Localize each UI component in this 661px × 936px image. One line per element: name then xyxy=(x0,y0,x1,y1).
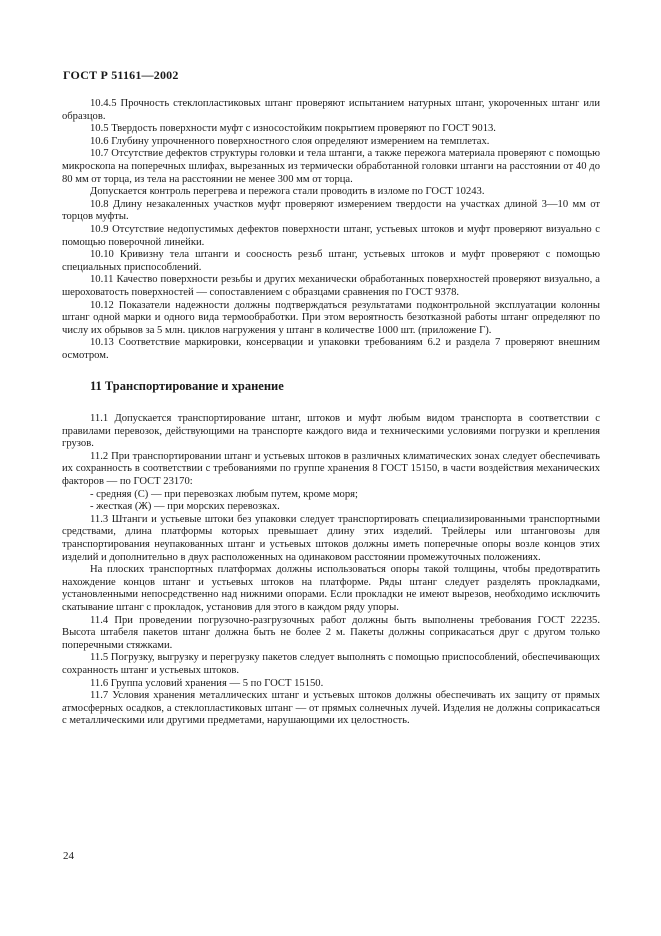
section-heading: 11 Транспортирование и хранение xyxy=(90,379,284,394)
paragraph-10-6: 10.6 Глубину упрочненного поверхностного слоя определяют измерением на темплетах. xyxy=(90,135,490,147)
paragraph-11-4: 11.4 При проведении погрузочно-разгрузочных работ должны быть выполнены требования ГОСТ 22235. Высота штабеля пакетов штанг должна быть не более 2 м. Пакеты должны соприкасаться друг с другом только поперечными стяжками. xyxy=(62,614,600,651)
paragraph-10-7: 10.7 Отсутствие дефектов структуры головки и тела штанги, а также пережога материала проверяют с помощью микроскопа на поперечных шлифах, вырезанных из термически обработанной головки штанги на расстоянии от 40 до 80 мм от торца, из тела на расстоянии не менее 300 мм от торца. xyxy=(62,148,600,185)
paragraph-10-4-5: 10.4.5 Прочность стеклопластиковых штанг проверяют испытанием натурных штанг, укороченных штанг или образцов. xyxy=(62,98,600,122)
paragraph-11-5: 11.5 Погрузку, выгрузку и перегрузку пакетов следует выполнять с помощью приспособлений, обеспечивающих сохранность штанг и устьевых штоков. xyxy=(62,652,600,676)
page-content xyxy=(62,98,600,728)
paragraph-10-11: 10.11 Качество поверхности резьбы и других механически обработанных поверхностей проверяют визуально, а шероховатость поверхностей — сопоставлением с образцами сравнения по ГОСТ 9378. xyxy=(62,274,600,298)
paragraph-11-1: 11.1 Допускается транспортирование штанг, штоков и муфт любым видом транспорта в соответствии с правилами перевозок, действующими на транспорте каждого вида и техническими условиями погрузки и крепления грузов. xyxy=(62,413,600,450)
document-header: ГОСТ Р 51161—2002 xyxy=(63,68,179,82)
paragraph-10-8: 10.8 Длину незакаленных участков муфт проверяют измерением твердости на участках длиной 3—10 мм от торцов муфты. xyxy=(62,198,600,223)
paragraph-11-3: 11.3 Штанги и устьевые штоки без упаковки следует транспортировать специализированными транспортными средствами, длина платформы которых превышает длину этих изделий. Трейлеры или штанговозы для транспортирования неупакованных штанг и устьевых штоков должны иметь поперечные опоры возле концов этих изделий и дополнительно в двух расположенных на одинаковом расстоянии промежуточных положениях. xyxy=(62,513,600,563)
list-item: - средняя (С) — при перевозках любым путем, кроме моря; xyxy=(90,488,358,500)
list-item: - жесткая (Ж) — при морских перевозках. xyxy=(90,501,280,513)
paragraph-11-7: 11.7 Условия хранения металлических штанг и устьевых штоков должны обеспечивать их защиту от прямых атмосферных осадков, а стеклопластиковых штанг — от прямых солнечных лучей. Изделия не должны соприкасаться с металлическими или другими предметами, нарушающими их целостность. xyxy=(62,690,600,727)
paragraph-10-12: 10.12 Показатели надежности должны подтверждаться результатами подконтрольной эксплуатации колонны штанг одной марки и одного вида термообработки. При этом вероятность безотказной работы штанг определяют по числу их обрывов за 5 млн. циклов нагружения у штанг в количестве 1000 шт. (приложение Г). xyxy=(62,299,600,336)
page-number: 24 xyxy=(63,850,74,862)
paragraph-10-7-note: Допускается контроль перегрева и пережога стали проводить в изломе по ГОСТ 10243. xyxy=(90,186,485,198)
paragraph-11-6: 11.6 Группа условий хранения — 5 по ГОСТ 15150. xyxy=(90,677,324,689)
section-11-paragraphs xyxy=(62,413,600,728)
paragraph-10-10: 10.10 Кривизну тела штанги и соосность резьб штанг, устьевых штоков и муфт проверяют с помощью специальных приспособлений. xyxy=(62,249,600,273)
paragraph-11-3-platforms: На плоских транспортных платформах должны использоваться опоры такой толщины, чтобы предотвратить нахождение концов штанг и устьевых штоков на платформе. Ряды штанг следует разделять прокладками, установленными непосредственно над нижними опорами. Если прокладки не имеют вырезов, необходимо исключить скатывание штанг с прокладок, установив для этого в каждом ряду упоры. xyxy=(62,564,600,613)
paragraph-10-13: 10.13 Соответствие маркировки, консервации и упаковки требованиям 6.2 и раздела 7 проверяют внешним осмотром. xyxy=(62,337,600,361)
paragraph-10-5: 10.5 Твердость поверхности муфт с износостойким покрытием проверяют по ГОСТ 9013. xyxy=(90,123,496,135)
paragraph-11-2: 11.2 При транспортировании штанг и устьевых штоков в различных климатических зонах следует обеспечивать их сохранность в соответствии с требованиями по группе хранения 8 ГОСТ 15150, в части воздействия механических факторов — по ГОСТ 23170: xyxy=(62,450,600,488)
paragraph-10-9: 10.9 Отсутствие недопустимых дефектов поверхности штанг, устьевых штоков и муфт проверяют визуально с помощью поверочной линейки. xyxy=(62,223,600,248)
section-10-paragraphs xyxy=(62,98,600,362)
